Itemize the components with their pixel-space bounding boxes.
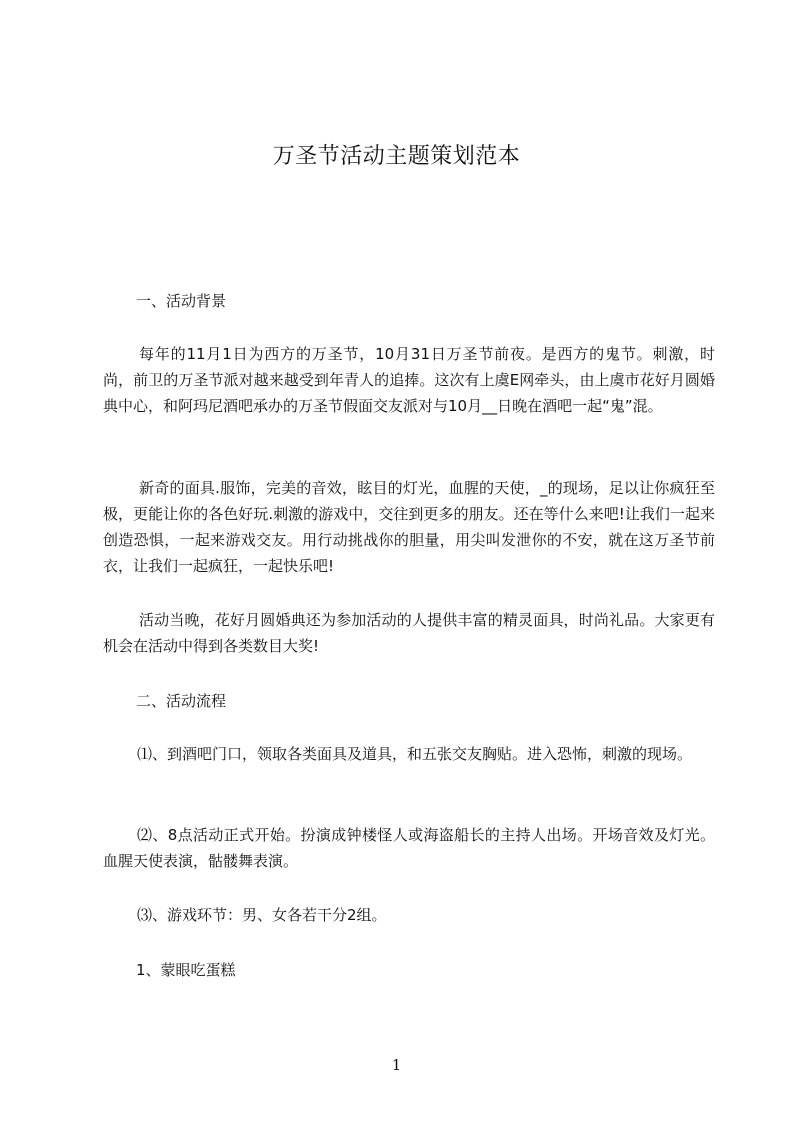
section-heading-background: 一、活动背景 (136, 292, 227, 310)
paragraph-background-3: 活动当晚，花好月圆婚典还为参加活动的人提供丰富的精灵面具，时尚礼品。大家更有机会在活动中得到各类数目大奖! (103, 611, 715, 655)
section-heading-process: 二、活动流程 (136, 692, 227, 710)
process-item-3: ⑶、游戏环节：男、女各若干分2组。 (137, 906, 387, 924)
document-title: 万圣节活动主题策划范本 (272, 144, 521, 169)
paragraph-background-2: 新奇的面具.服饰，完美的音效，眩目的灯光，血腥的天使，_的现场，足以让你疯狂至极，更能让你的各色好玩.刺激的游戏中，交往到更多的朋友。还在等什么来吧!让我们一起来创造恐惧，一起来游戏交友。用行动挑战你的胆量，用尖叫发泄你的不安，就在这万圣节前衣，让我们一起疯狂，一起快乐吧! (103, 479, 715, 575)
process-item-1: ⑴、到酒吧门口，领取各类面具及道具，和五张交友胸贴。进入恐怖，刺激的现场。 (137, 745, 693, 763)
paragraph-background-1: 每年的11月1日为西方的万圣节，10月31日万圣节前夜。是西方的鬼节。刺激，时尚，前卫的万圣节派对越来越受到年青人的追捧。这次有上虞E网牵头，由上虞市花好月圆婚典中心，和阿玛尼酒吧承办的万圣节假面交友派对与10月__日晚在酒吧一起“鬼”混。 (103, 345, 715, 415)
process-item-2: ⑵、8点活动正式开始。扮演成钟楼怪人或海盗船长的主持人出场。开场音效及灯光。血腥天使表演，骷髅舞表演。 (103, 826, 715, 870)
game-item-1: 1、蒙眼吃蛋糕 (136, 961, 236, 979)
page-number: 1 (391, 1056, 402, 1074)
